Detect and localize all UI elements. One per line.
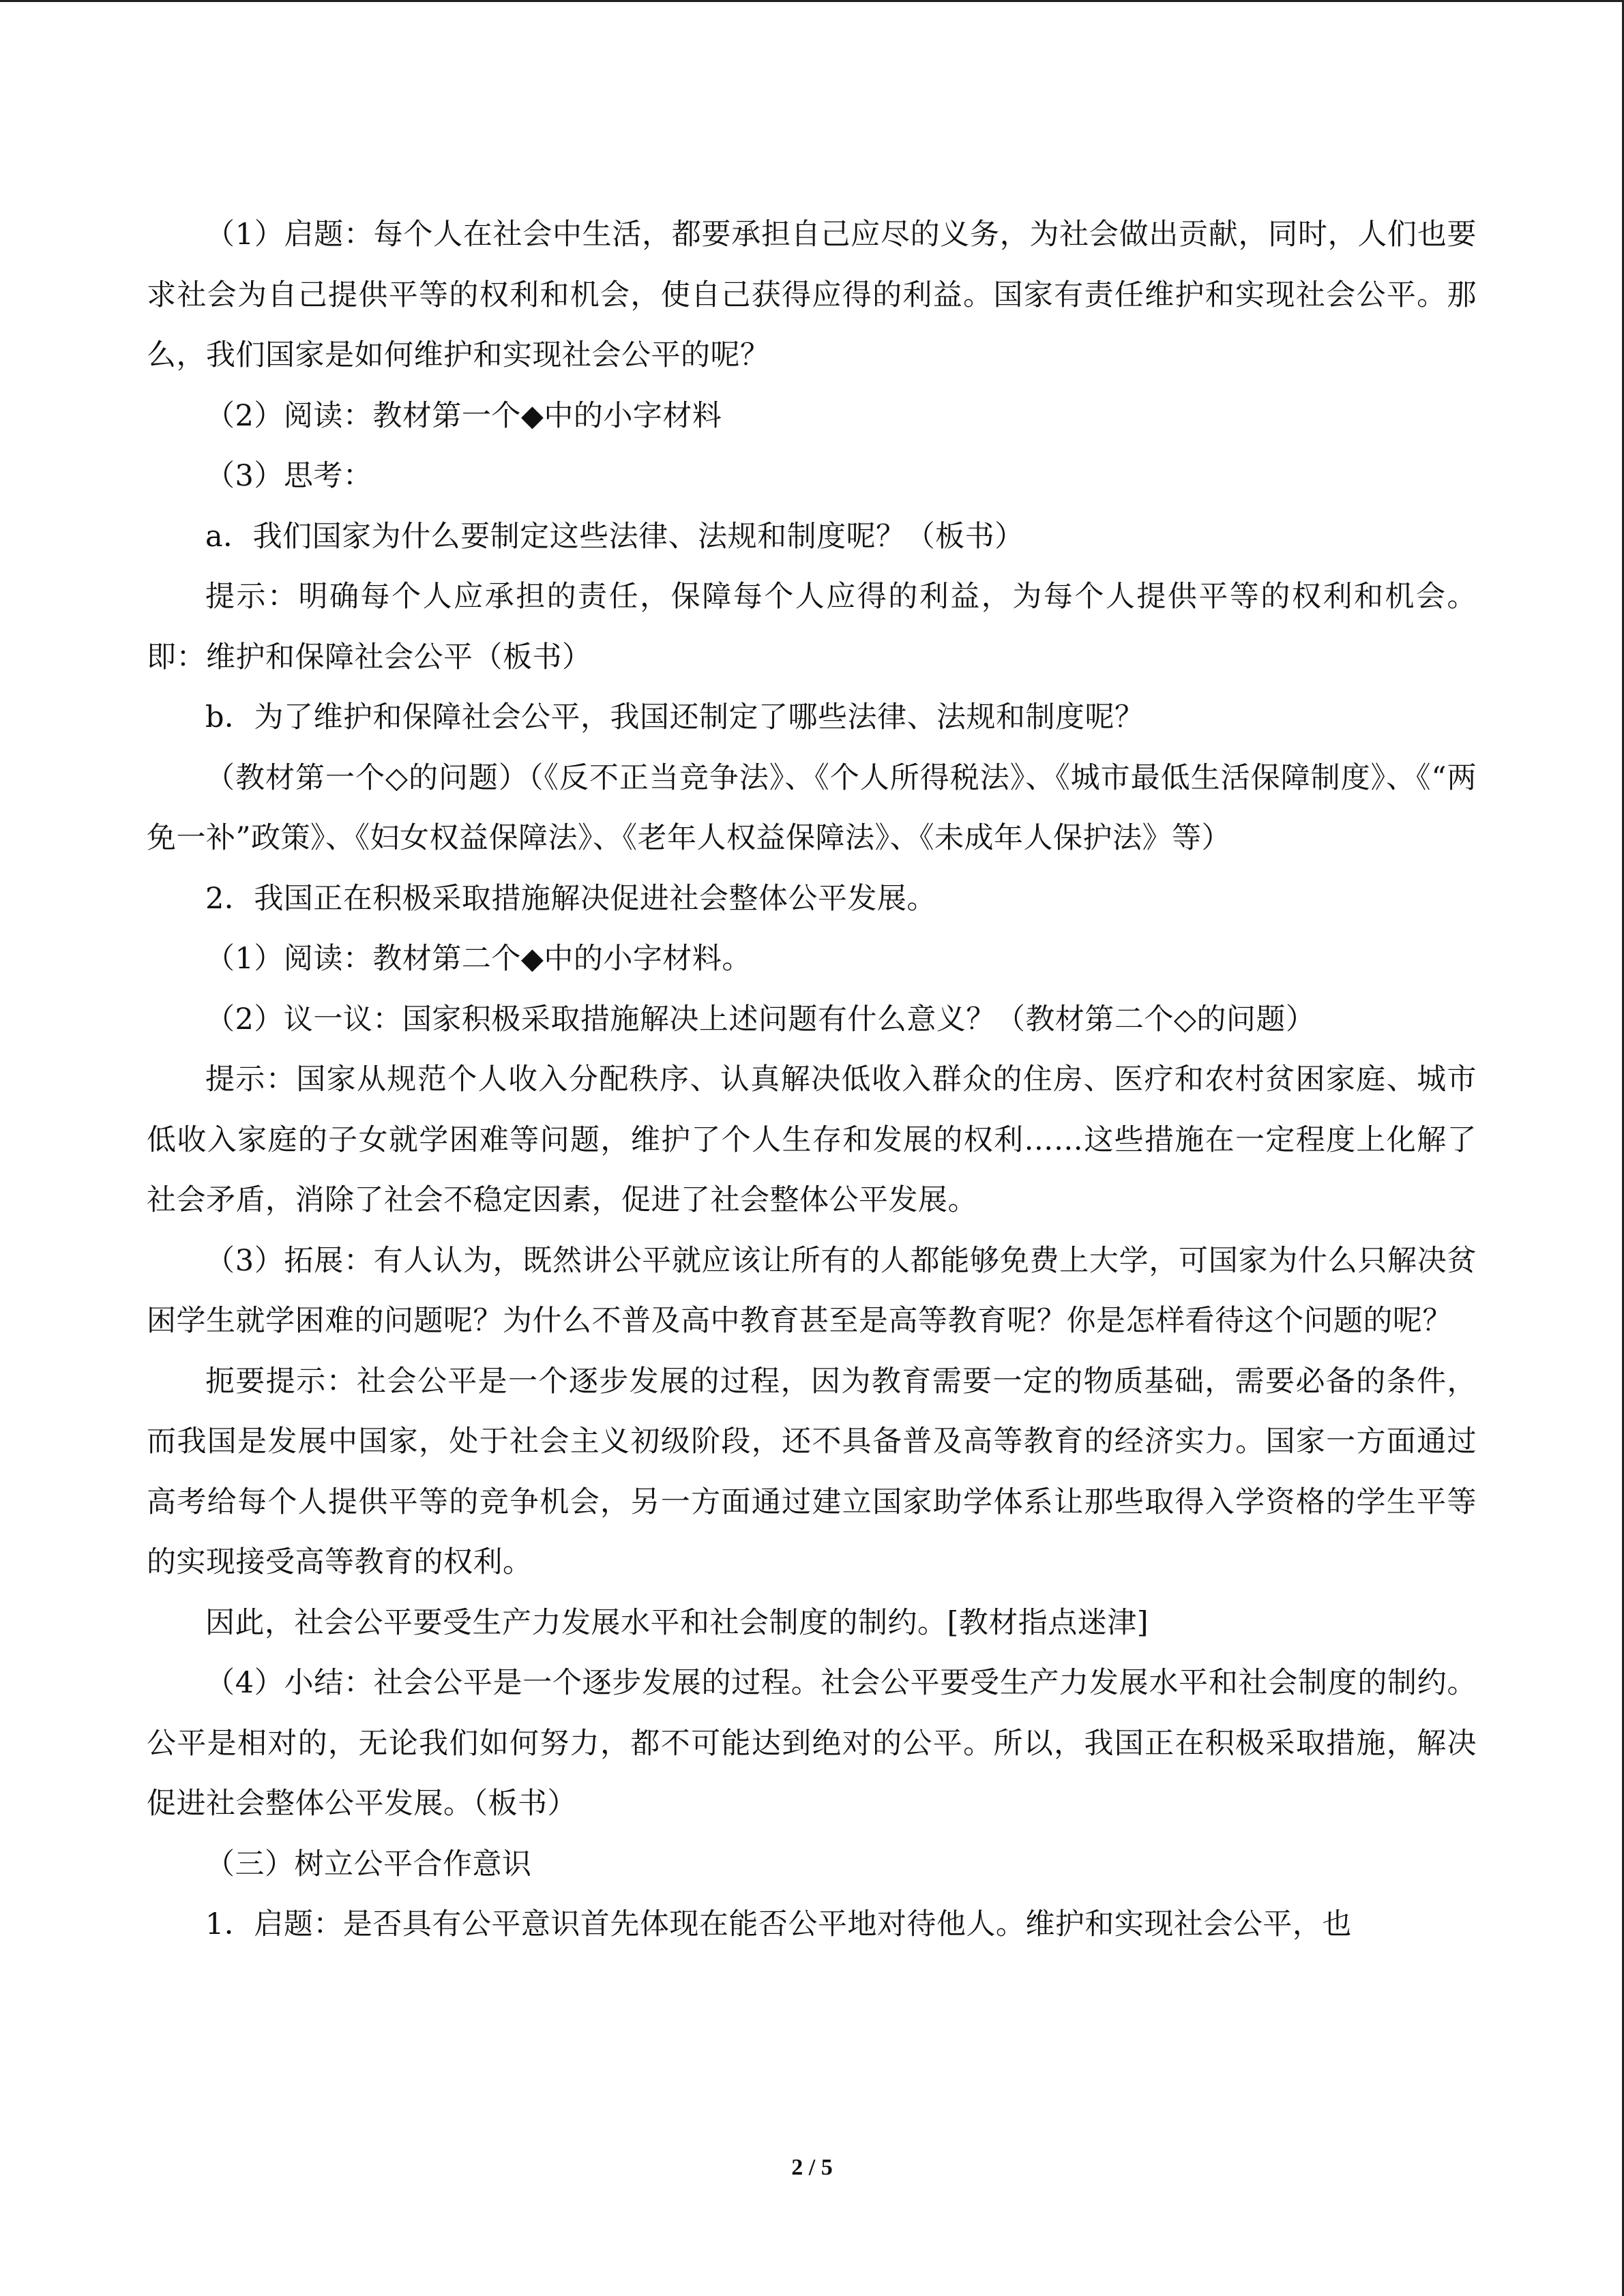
page-top-border — [0, 0, 1624, 2]
document-body — [147, 205, 1477, 1955]
paragraph: （1）阅读：教材第二个◆中的小字材料。 — [205, 942, 752, 976]
section-heading: （三）树立公平合作意识 — [205, 1847, 532, 1881]
paragraph: 2．我国正在积极采取措施解决促进社会整体公平发展。 — [205, 881, 936, 916]
paragraph: 提示：明确每个人应承担的责任，保障每个人应得的利益，为每个人提供平等的权利和机会。即：维护和保障社会公平（板书） — [147, 580, 1477, 674]
paragraph: 扼要提示：社会公平是一个逐步发展的过程，因为教育需要一定的物质基础，需要必备的条件，而我国是发展中国家，处于社会主义初级阶段，还不具备普及高等教育的经济实力。国家一方面通过高考给每个人提供平等的竞争机会，另一方面通过建立国家助学体系让那些取得入学资格的学生平等的实现接受高等教育的权利。 — [147, 1364, 1477, 1579]
paragraph: （2）议一议：国家积极采取措施解决上述问题有什么意义？（教材第二个◇的问题） — [205, 1002, 1316, 1037]
paragraph: （4）小结：社会公平是一个逐步发展的过程。社会公平要受生产力发展水平和社会制度的制约。公平是相对的，无论我们如何努力，都不可能达到绝对的公平。所以，我国正在积极采取措施，解决促进社会整体公平发展。（板书） — [147, 1666, 1477, 1821]
paragraph: 1．启题：是否具有公平意识首先体现在能否公平地对待他人。维护和实现社会公平，也 — [205, 1907, 1352, 1941]
page-number: 2 / 5 — [791, 2155, 833, 2180]
paragraph: 因此，社会公平要受生产力发展水平和社会制度的制约。[教材指点迷津] — [205, 1605, 1149, 1640]
paragraph: （教材第一个◇的问题）（《反不正当竞争法》、《个人所得税法》、《城市最低生活保障制度》、《“两免一补”政策》、《妇女权益保障法》、《老年人权益保障法》、《未成年人保护法》等） — [147, 760, 1477, 855]
paragraph: a．我们国家为什么要制定这些法律、法规和制度呢？（板书） — [205, 519, 1024, 554]
paragraph: 提示：国家从规范个人收入分配秩序、认真解决低收入群众的住房、医疗和农村贫困家庭、城市低收入家庭的子女就学困难等问题，维护了个人生存和发展的权利……这些措施在一定程度上化解了社会矛盾，消除了社会不稳定因素，促进了社会整体公平发展。 — [147, 1062, 1477, 1217]
paragraph: （1）启题：每个人在社会中生活，都要承担自己应尽的义务，为社会做出贡献，同时，人们也要求社会为自己提供平等的权利和机会，使自己获得应得的利益。国家有责任维护和实现社会公平。那么，我们国家是如何维护和实现社会公平的呢？ — [147, 218, 1477, 372]
paragraph: b．为了维护和保障社会公平，我国还制定了哪些法律、法规和制度呢？ — [205, 700, 1145, 734]
paragraph: （3）拓展：有人认为，既然讲公平就应该让所有的人都能够免费上大学，可国家为什么只解决贫困学生就学困难的问题呢？为什么不普及高中教育甚至是高等教育呢？你是怎样看待这个问题的呢？ — [147, 1243, 1477, 1338]
paragraph: （3）思考： — [205, 459, 373, 493]
paragraph: （2）阅读：教材第一个◆中的小字材料 — [205, 398, 722, 433]
